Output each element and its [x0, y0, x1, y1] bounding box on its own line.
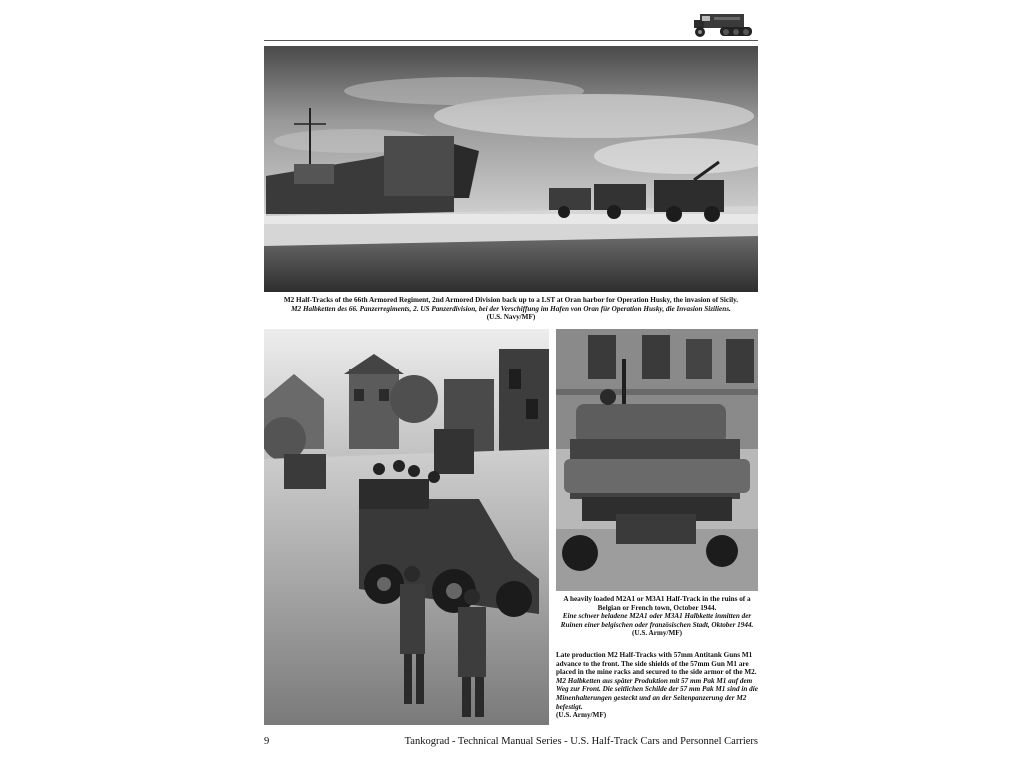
caption-bottom-english: Late production M2 Half-Tracks with 57mm Antitank Guns M1 advance to the front. The side shields of the 57mm Gun M1 are placed in the mine racks and secured to the side armor of the M2.: [556, 651, 757, 677]
photo-loaded-half-track-ruins: [556, 329, 758, 591]
photo-lst-oran-harbor: [264, 46, 758, 292]
caption-bottom: [556, 651, 758, 720]
caption-right-german: Eine schwer beladene M2A1 oder M3A1 Halbkette inmitten der Ruinen einer belgischen oder französischen Stadt, Oktober 1944.: [560, 612, 754, 629]
caption-top-german: M2 Halbketten des 66. Panzerregiments, 2. US Panzerdivision, bei der Verschiffung im Hafen von Oran für Operation Husky, die Invasion Siziliens.: [291, 304, 731, 313]
caption-right: [556, 595, 758, 638]
caption-top-english: M2 Half-Tracks of the 66th Armored Regiment, 2nd Armored Division back up to a LST at Oran harbor for Operation Husky, the invasion of Sicily.: [283, 296, 739, 304]
caption-bottom-credit: (U.S. Army/MF): [556, 711, 607, 720]
half-track-logo-icon: [690, 6, 758, 40]
header-rule: [264, 40, 758, 41]
caption-right-english: A heavily loaded M2A1 or M3A1 Half-Track in the ruins of a Belgian or French town, October 1944.: [563, 595, 751, 612]
caption-bottom-german: M2 Halbketten aus später Produktion mit 57 mm Pak M1 auf dem Weg zur Front. Die seitlichen Schilde der 57 mm Pak M1 sind in die Minenhalterungen gesteckt und an der Seitenpanzerung der M2 befestigt.: [556, 676, 758, 711]
page-number: 9: [264, 736, 270, 747]
photo-half-tracks-advance: [264, 329, 549, 725]
caption-right-credit: (U.S. Army/MF): [631, 629, 683, 638]
footer-title: Tankograd - Technical Manual Series - U.S. Half-Track Cars and Personnel Carriers: [404, 736, 758, 747]
caption-top-credit: (U.S. Navy/MF): [486, 313, 536, 322]
caption-top: [264, 296, 758, 322]
